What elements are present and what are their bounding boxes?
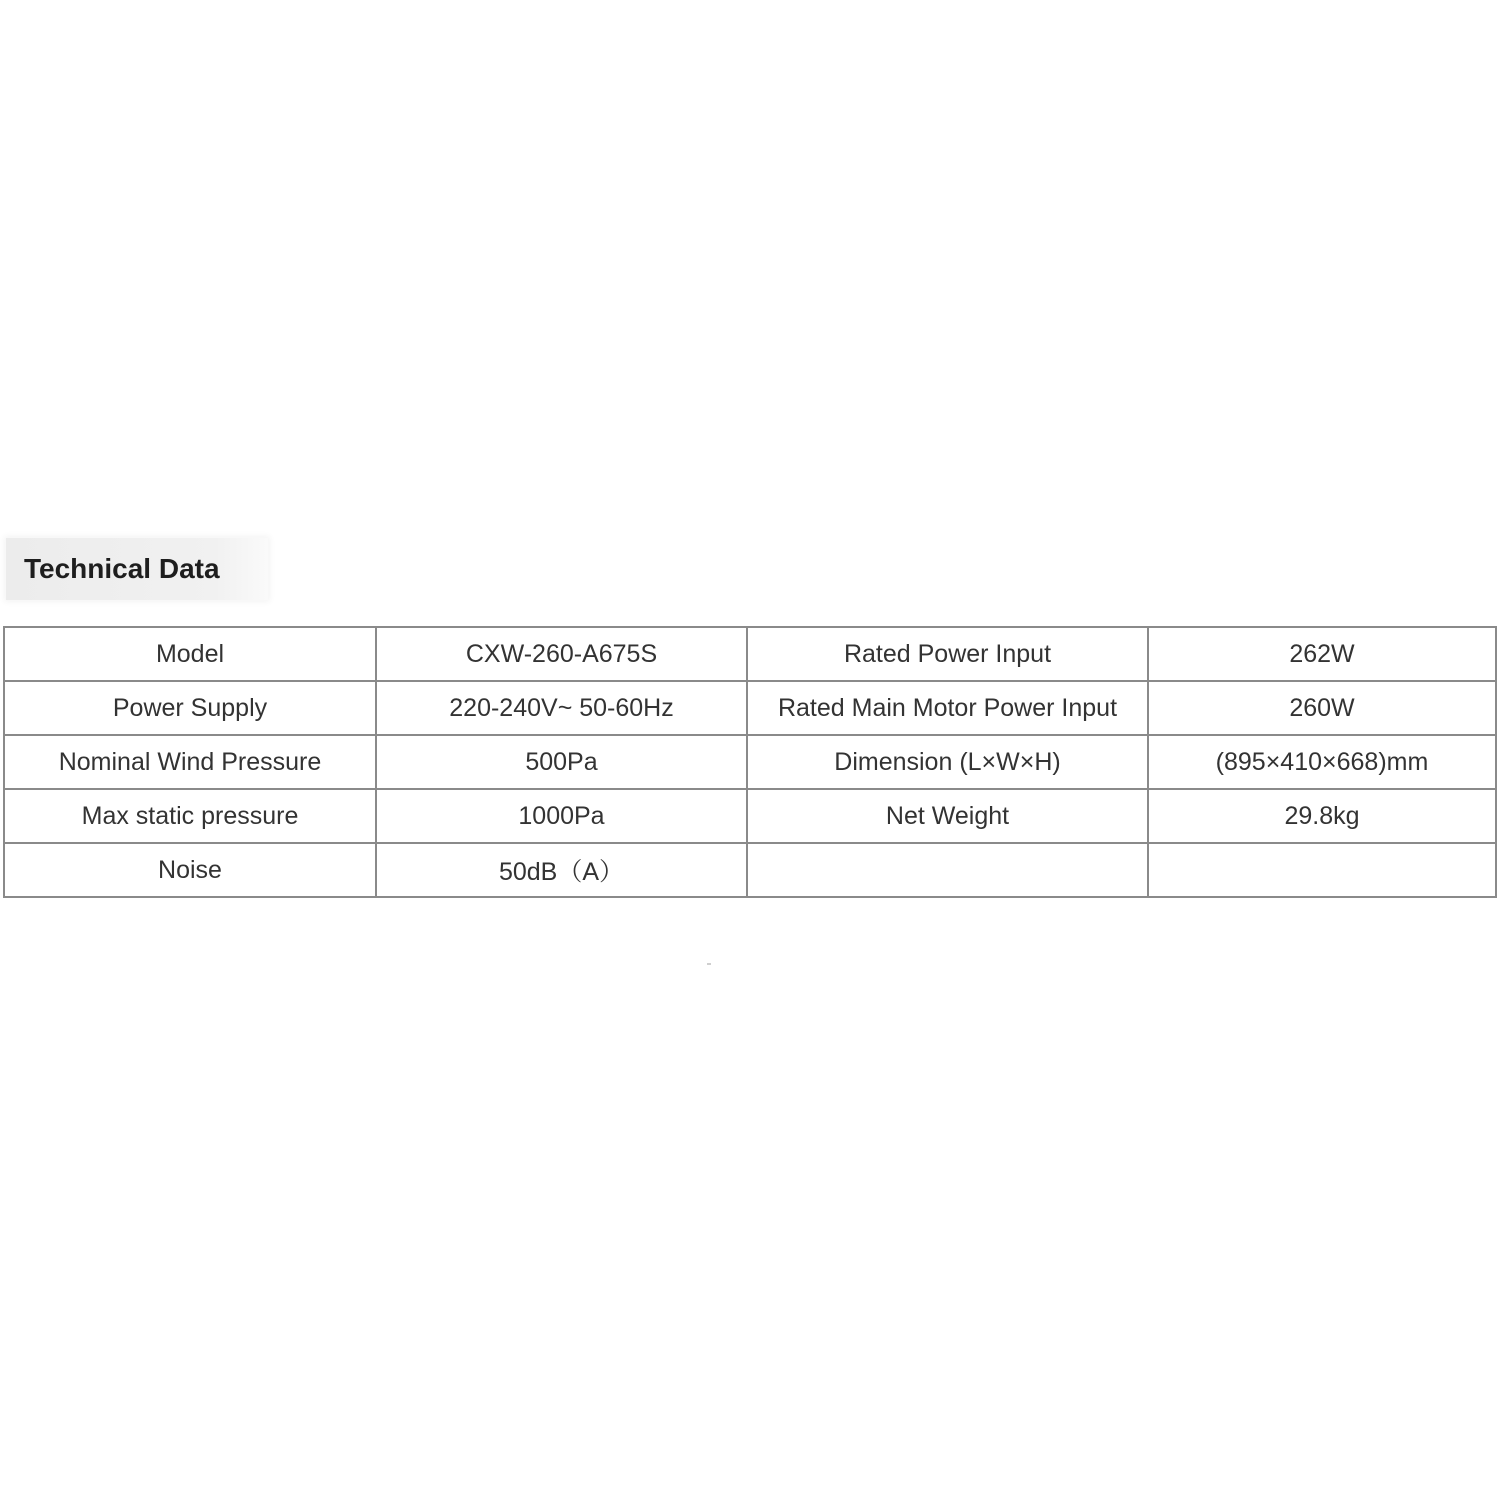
spec-value: 262W <box>1148 627 1496 681</box>
spec-value: CXW-260-A675S <box>376 627 747 681</box>
table-row <box>4 735 1496 789</box>
table-row <box>4 627 1496 681</box>
spec-label: Rated Main Motor Power Input <box>747 681 1148 735</box>
spec-value: 1000Pa <box>376 789 747 843</box>
spec-value: 260W <box>1148 681 1496 735</box>
stray-mark <box>707 963 711 965</box>
spec-label: Rated Power Input <box>747 627 1148 681</box>
spec-label: Model <box>4 627 376 681</box>
section-heading-tab <box>6 538 268 600</box>
spec-value: 220-240V~ 50-60Hz <box>376 681 747 735</box>
spec-label: Noise <box>4 843 376 897</box>
spec-value: 500Pa <box>376 735 747 789</box>
spec-label: Dimension (L×W×H) <box>747 735 1148 789</box>
empty-cell <box>1148 843 1496 897</box>
spec-label: Max static pressure <box>4 789 376 843</box>
table-row <box>4 789 1496 843</box>
spec-value: (895×410×668)mm <box>1148 735 1496 789</box>
empty-cell <box>747 843 1148 897</box>
spec-label: Power Supply <box>4 681 376 735</box>
table-row <box>4 843 1496 897</box>
spec-label: Nominal Wind Pressure <box>4 735 376 789</box>
table-row <box>4 681 1496 735</box>
spec-value: 29.8kg <box>1148 789 1496 843</box>
spec-label: Net Weight <box>747 789 1148 843</box>
technical-data-table <box>3 626 1497 898</box>
section-heading: Technical Data <box>24 553 220 584</box>
spec-value: 50dB（A） <box>376 843 747 897</box>
